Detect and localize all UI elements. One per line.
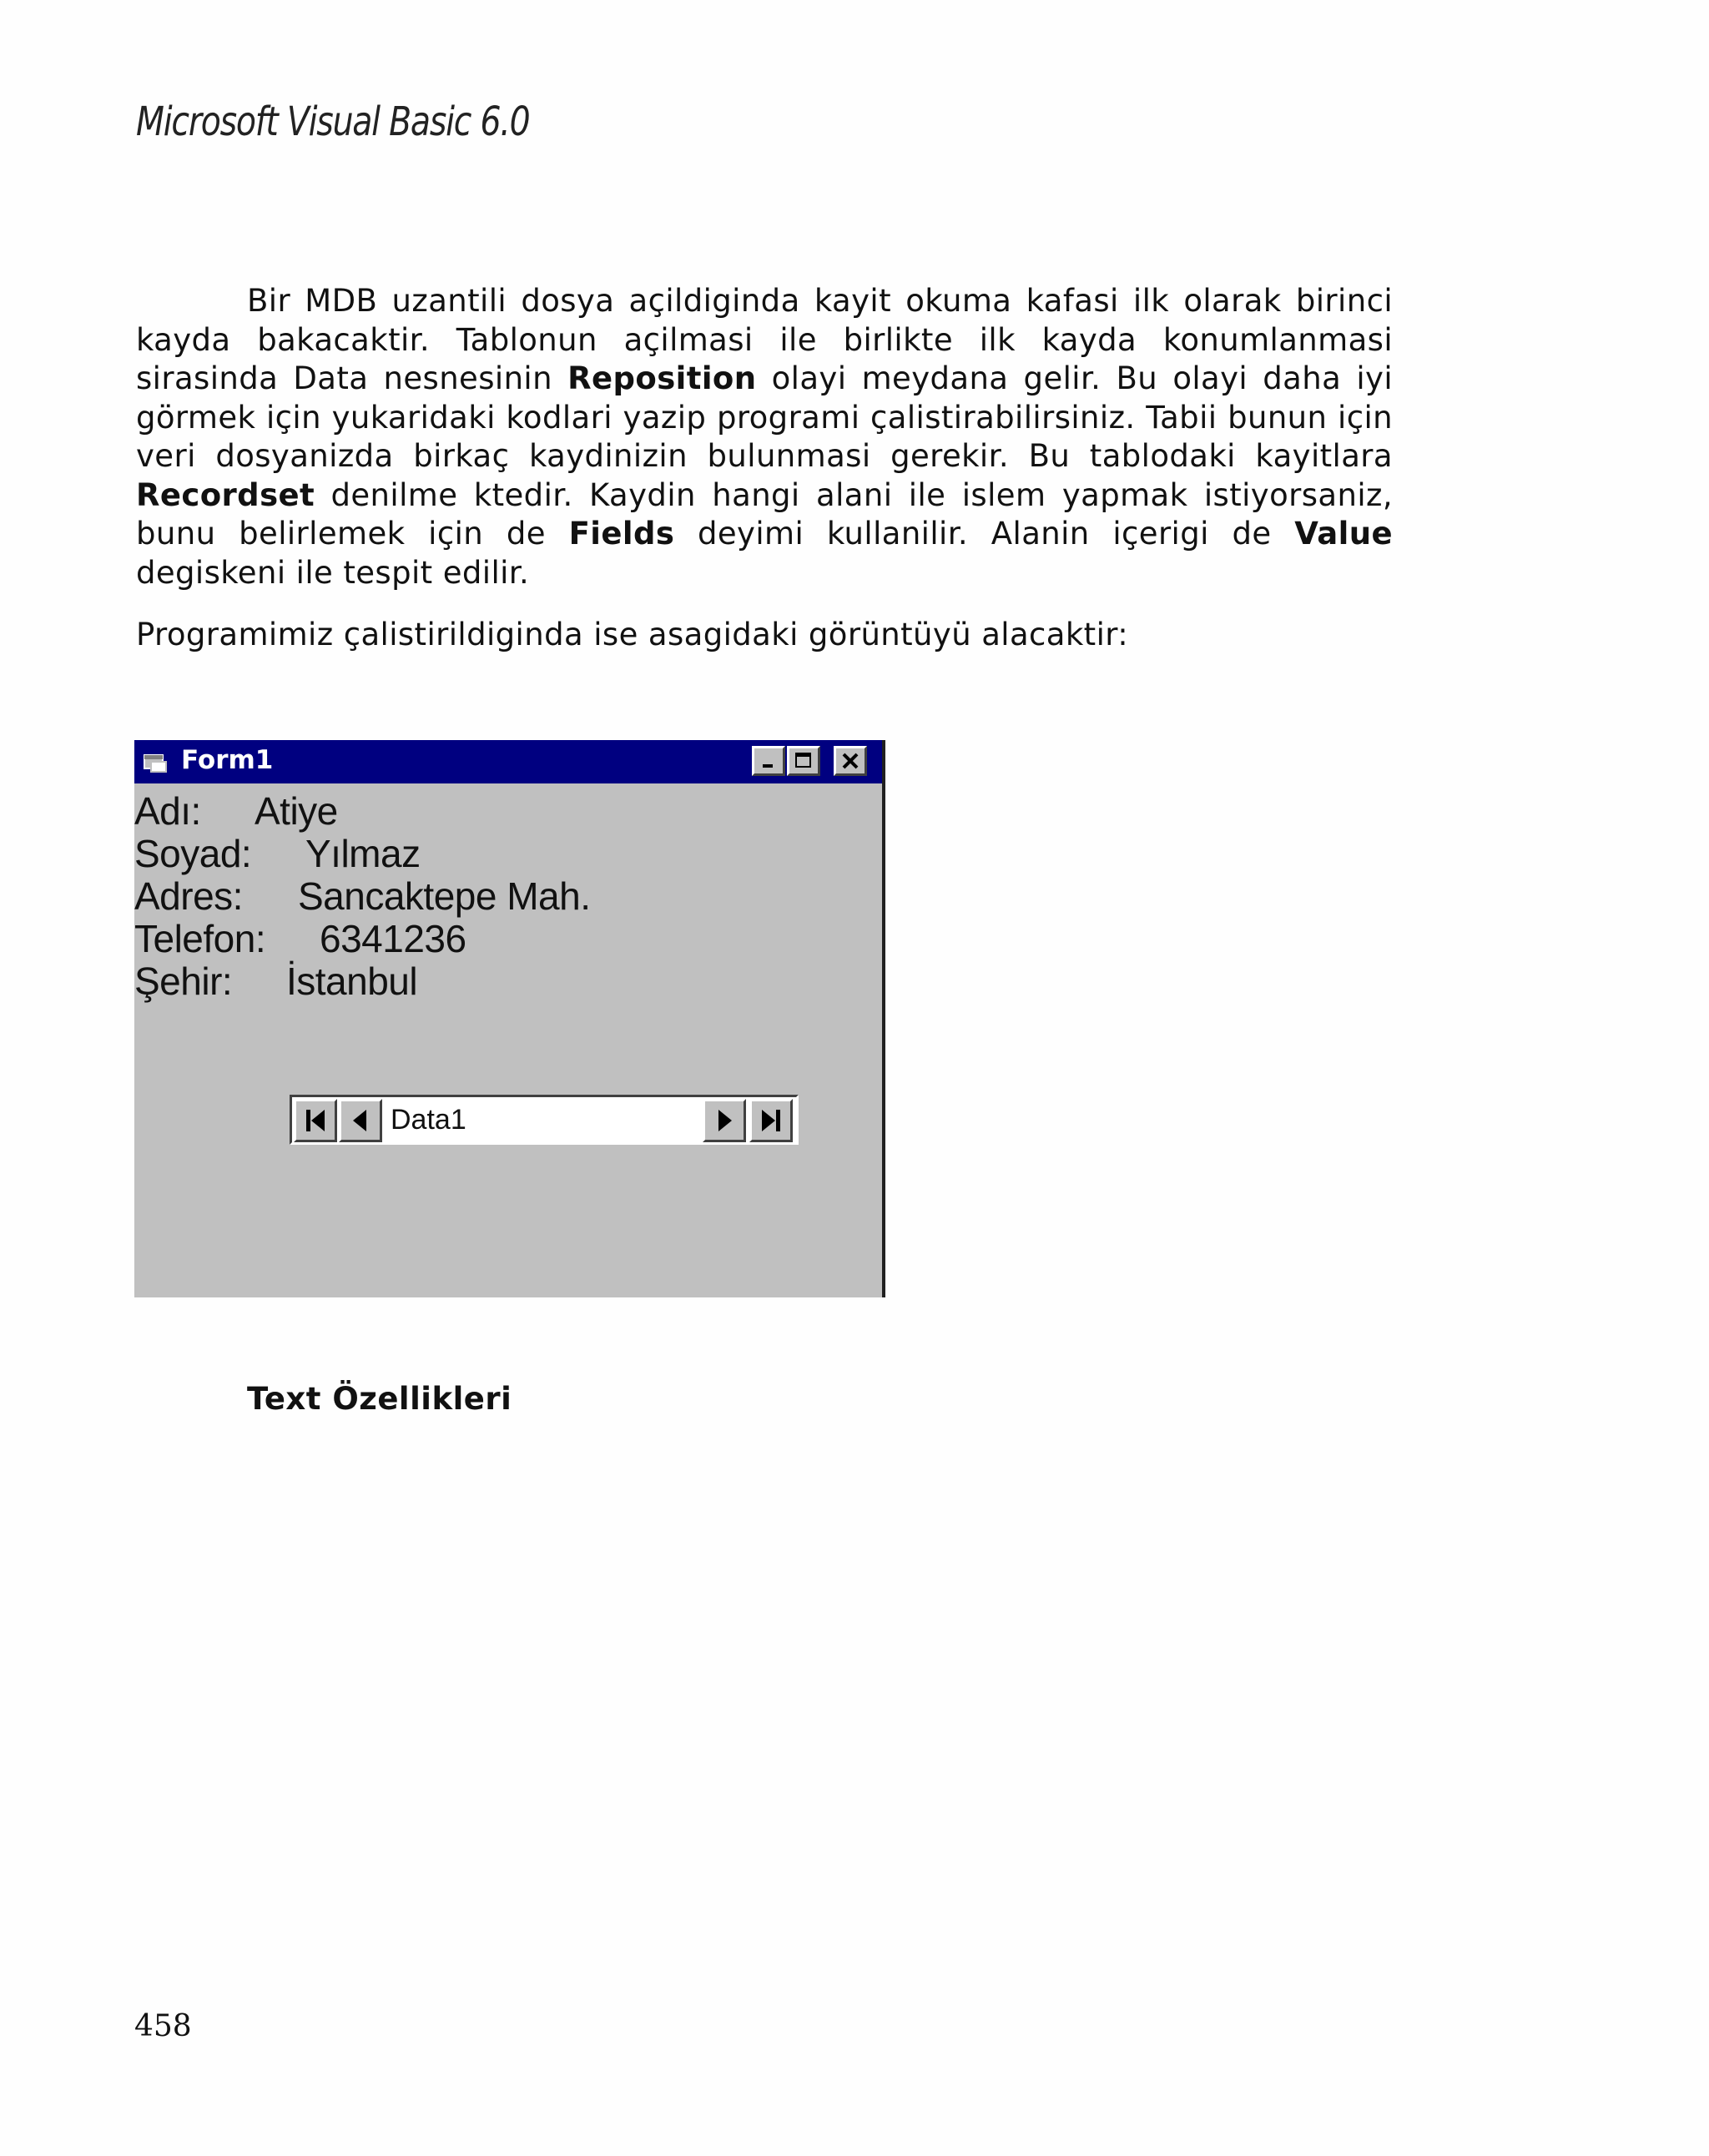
paragraph-text: Bir MDB uzantili dosya açildiginda kayit okuma kafasi ilk olarak birinci kayda bakacaktir. Tablonun açilmasi ile birlikte ilk kayda konumlanmasi sirasinda Data nesnesinin — [136, 283, 1393, 396]
paragraph-text: degiskeni ile tespit edilir. — [136, 554, 530, 591]
keyword-value: Value — [1294, 516, 1393, 552]
move-first-icon — [296, 1101, 335, 1140]
minimize-icon — [760, 753, 777, 769]
value-sehir: İstanbul — [286, 960, 418, 1003]
maximize-icon — [794, 752, 813, 770]
value-telefon: 6341236 — [320, 917, 466, 960]
form-icon — [143, 750, 168, 773]
window-title: Form1 — [181, 745, 274, 775]
move-next-button[interactable] — [703, 1099, 746, 1142]
value-soyad: Yılmaz — [305, 832, 421, 875]
close-icon — [841, 752, 860, 770]
page-number: 458 — [134, 2009, 192, 2043]
keyword-recordset: Recordset — [136, 476, 315, 513]
paragraph-text: olayi meydana gelir. Bu olayi daha iyi görmek için yukaridaki kodlari yazip programi çalistirabilirsiniz. Tabii bunun için veri dosyanizda birkaç kaydinizin bulunmasi gerekir. Bu tablodaki kayitlara — [136, 360, 1393, 474]
maximize-button[interactable] — [787, 746, 820, 776]
data-control-caption: Data1 — [391, 1104, 466, 1136]
paragraph-text: deyimi kullanilir. Alanin içerigi de — [674, 516, 1295, 552]
keyword-reposition: Reposition — [567, 360, 757, 396]
label-telefon: Telefon: — [134, 917, 266, 960]
body-paragraph — [136, 282, 1393, 592]
paragraph-text: denilme ktedir. Kaydin hangi alani ile islem yapmak istiyorsaniz, bunu belirlemek için de — [136, 476, 1393, 552]
value-adres: Sancaktepe Mah. — [298, 874, 591, 918]
move-previous-icon — [341, 1101, 380, 1140]
move-last-icon — [752, 1101, 790, 1140]
running-header: Microsoft Visual Basic 6.0 — [136, 98, 530, 145]
intro-sentence: Programimiz çalistirildiginda ise asagidaki görüntüyü alacaktir: — [136, 617, 1129, 652]
section-heading: Text Özellikleri — [247, 1381, 512, 1417]
label-soyad: Soyad: — [134, 832, 252, 875]
label-adres: Adres: — [134, 874, 243, 918]
data-control — [290, 1095, 799, 1145]
label-sehir: Şehir: — [134, 960, 233, 1003]
close-button[interactable] — [834, 746, 867, 776]
label-adi: Adı: — [134, 789, 201, 833]
value-adi: Atiye — [255, 789, 338, 833]
move-first-button[interactable] — [294, 1099, 337, 1142]
move-last-button[interactable] — [749, 1099, 793, 1142]
minimize-button[interactable] — [752, 746, 785, 776]
keyword-fields: Fields — [568, 516, 675, 552]
move-next-icon — [705, 1101, 744, 1140]
title-bar[interactable] — [134, 740, 882, 783]
form1-window — [134, 740, 885, 1297]
move-previous-button[interactable] — [339, 1099, 382, 1142]
